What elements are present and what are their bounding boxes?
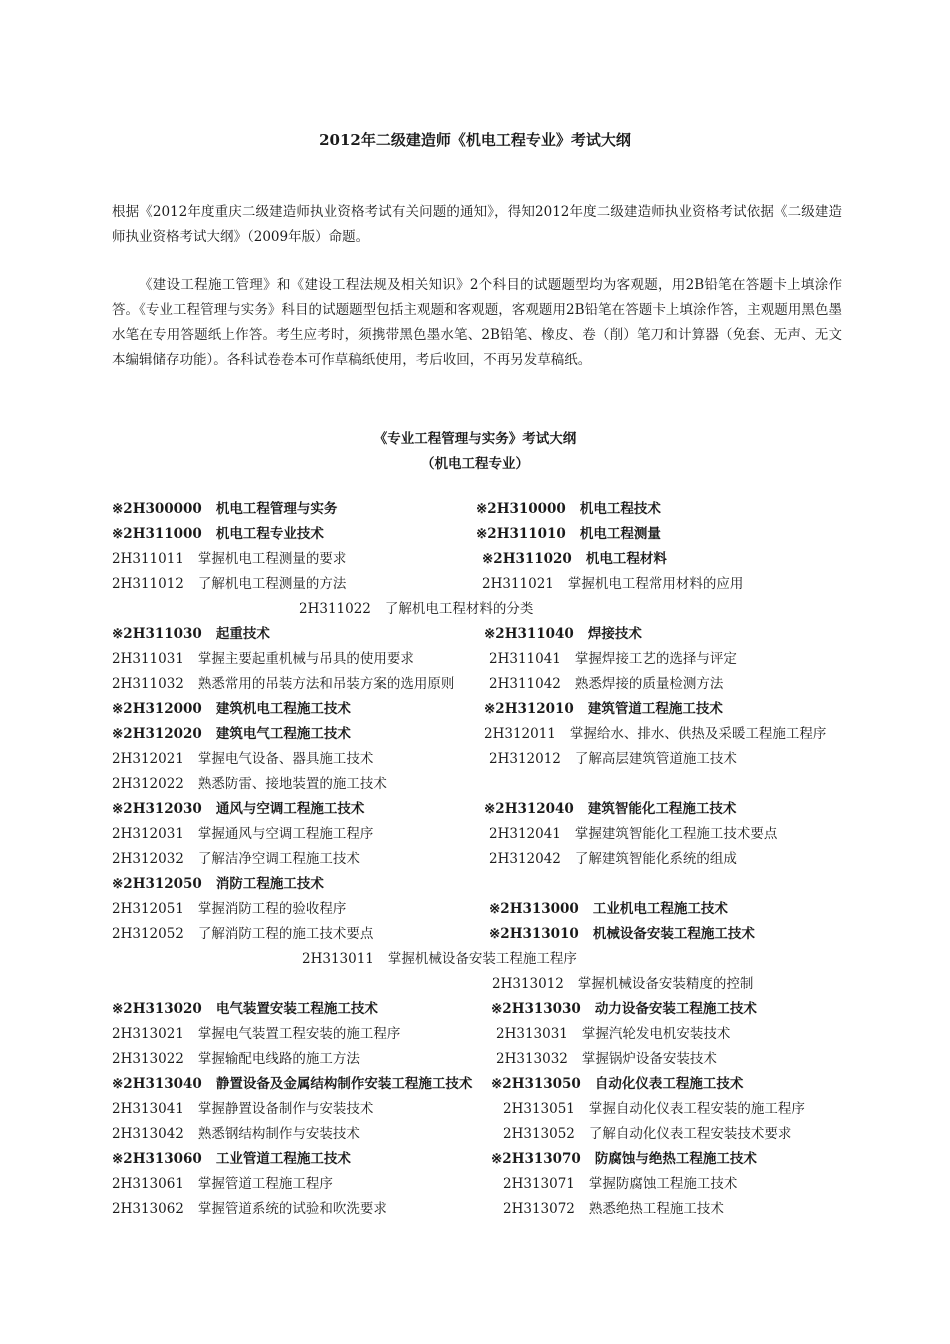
outline-text: 熟悉常用的吊装方法和吊装方案的选用原则 <box>197 676 455 692</box>
outline-code: 2H311031 <box>112 651 184 667</box>
outline-code: 2H313072 <box>503 1201 575 1217</box>
outline-text: 了解机电工程测量的方法 <box>197 576 347 592</box>
outline-heading <box>112 797 364 822</box>
outline-heading <box>476 522 661 547</box>
outline-text: 机械设备安装工程施工技术 <box>592 926 755 942</box>
outline-code: ※2H313030 <box>491 1001 581 1017</box>
outline-text: 掌握电气设备、器具施工技术 <box>197 751 374 767</box>
outline-code: 2H313041 <box>112 1101 184 1117</box>
outline-item <box>489 747 737 772</box>
outline-text: 工业机电工程施工技术 <box>592 901 728 917</box>
outline-heading <box>112 872 324 897</box>
outline-text: 掌握主要起重机械与吊具的使用要求 <box>197 651 414 667</box>
outline-item <box>489 672 723 697</box>
outline-item <box>112 897 346 922</box>
outline-item <box>302 947 577 972</box>
outline-text: 掌握给水、排水、供热及采暖工程施工程序 <box>569 726 827 742</box>
outline-text: 熟悉焊接的质量检测方法 <box>574 676 724 692</box>
outline-code: 2H312042 <box>489 851 561 867</box>
outline-text: 机电工程技术 <box>579 501 661 517</box>
outline-text: 机电工程测量 <box>579 526 661 542</box>
outline-text: 动力设备安装工程施工技术 <box>594 1001 757 1017</box>
outline-text: 了解高层建筑管道施工技术 <box>574 751 737 767</box>
outline-code: 2H312031 <box>112 826 184 842</box>
outline-item <box>482 572 743 597</box>
outline-heading <box>491 997 757 1022</box>
outline-item <box>112 1122 360 1147</box>
outline-item <box>489 847 737 872</box>
outline-code: 2H312051 <box>112 901 184 917</box>
outline-item <box>496 1047 717 1072</box>
outline-code: 2H311042 <box>489 676 561 692</box>
outline-code: ※2H312020 <box>112 726 202 742</box>
outline-heading <box>491 1072 743 1097</box>
outline-text: 静置设备及金属结构制作安装工程施工技术 <box>215 1076 473 1092</box>
outline-item <box>112 672 454 697</box>
outline-code: 2H311022 <box>299 601 371 617</box>
outline-heading <box>484 622 642 647</box>
outline-item <box>112 647 414 672</box>
outline-item <box>112 547 346 572</box>
outline-code: 2H313022 <box>112 1051 184 1067</box>
outline-text: 掌握锅炉设备安装技术 <box>581 1051 717 1067</box>
outline-text: 熟悉防雷、接地装置的施工技术 <box>197 776 387 792</box>
outline-heading <box>489 922 755 947</box>
intro-paragraph: 根据《2012年度重庆二级建造师执业资格考试有关问题的通知》，得知2012年度二级建造师执业资格考试依据《二级建造师执业资格考试大纲》（2009年版）命题。 <box>112 204 842 245</box>
outline-code: ※2H312000 <box>112 701 202 717</box>
outline-code: 2H313011 <box>302 951 374 967</box>
outline-text: 掌握通风与空调工程施工程序 <box>197 826 374 842</box>
outline-code: 2H312052 <box>112 926 184 942</box>
outline-text: 建筑管道工程施工技术 <box>587 701 723 717</box>
outline-text: 机电工程材料 <box>585 551 667 567</box>
outline-code: 2H313031 <box>496 1026 568 1042</box>
outline-code: ※2H313050 <box>491 1076 581 1092</box>
outline-code: ※2H311010 <box>476 526 566 542</box>
outline-text: 掌握静置设备制作与安装技术 <box>197 1101 374 1117</box>
outline-text: 电气装置安装工程施工技术 <box>215 1001 378 1017</box>
outline-code: 2H312011 <box>484 726 556 742</box>
outline-code: ※2H311040 <box>484 626 574 642</box>
outline-code: 2H311012 <box>112 576 184 592</box>
outline-code: ※2H313070 <box>491 1151 581 1167</box>
outline-text: 掌握管道工程施工程序 <box>197 1176 333 1192</box>
outline-item <box>503 1097 805 1122</box>
outline-item <box>112 1022 400 1047</box>
outline-code: ※2H313040 <box>112 1076 202 1092</box>
outline-item <box>112 1047 360 1072</box>
outline-text: 掌握机电工程常用材料的应用 <box>567 576 744 592</box>
outline-heading <box>112 622 270 647</box>
document-title: 2012年二级建造师《机电工程专业》考试大纲 <box>319 131 631 149</box>
outline-code: 2H313052 <box>503 1126 575 1142</box>
outline-code: 2H312032 <box>112 851 184 867</box>
outline-code: ※2H313000 <box>489 901 579 917</box>
outline-code: 2H312022 <box>112 776 184 792</box>
outline-text: 机电工程管理与实务 <box>215 501 338 517</box>
outline-heading <box>112 1072 472 1097</box>
outline-text: 了解机电工程材料的分类 <box>384 601 534 617</box>
outline-code: ※2H313010 <box>489 926 579 942</box>
outline-heading <box>112 697 351 722</box>
outline-item <box>299 597 533 622</box>
outline-text: 工业管道工程施工技术 <box>215 1151 351 1167</box>
outline-code: 2H311011 <box>112 551 184 567</box>
outline-heading <box>476 497 661 522</box>
outline-text: 消防工程施工技术 <box>215 876 324 892</box>
outline-text: 掌握建筑智能化工程施工技术要点 <box>574 826 778 842</box>
outline-text: 建筑机电工程施工技术 <box>215 701 351 717</box>
outline-subtitle: （机电工程专业） <box>421 456 529 472</box>
outline-heading <box>112 997 378 1022</box>
outline-item <box>112 747 373 772</box>
outline-text: 建筑智能化工程施工技术 <box>587 801 737 817</box>
outline-heading <box>484 697 723 722</box>
outline-code: 2H313021 <box>112 1026 184 1042</box>
outline-text: 掌握汽轮发电机安装技术 <box>581 1026 731 1042</box>
outline-code: 2H313051 <box>503 1101 575 1117</box>
outline-code: ※2H313060 <box>112 1151 202 1167</box>
outline-text: 了解建筑智能化系统的组成 <box>574 851 737 867</box>
outline-heading <box>484 797 736 822</box>
outline-text: 机电工程专业技术 <box>215 526 324 542</box>
outline-text: 通风与空调工程施工技术 <box>215 801 365 817</box>
outline-code: ※2H313020 <box>112 1001 202 1017</box>
exam-rules-paragraph: 《建设工程施工管理》和《建设工程法规及相关知识》2个科目的试题题型均为客观题，用2B铅笔在答题卡上填涂作答。《专业工程管理与实务》科目的试题题型包括主观题和客观题，客观题用2B铅笔在答题卡上填涂作答，主观题用黑色墨水笔在专用答题纸上作答。考生应考时，须携带黑色墨水笔、2B铅笔、橡皮、卷（削）笔刀和计算器（免套、无声、无文本编辑储存功能）。各科试卷卷本可作草稿纸使用，考后收回，不再另发草稿纸。 <box>112 277 842 368</box>
outline-text: 自动化仪表工程施工技术 <box>594 1076 744 1092</box>
outline-item <box>484 722 826 747</box>
outline-code: 2H312041 <box>489 826 561 842</box>
outline-code: 2H311021 <box>482 576 554 592</box>
outline-item <box>492 972 753 997</box>
outline-text: 了解洁净空调工程施工技术 <box>197 851 360 867</box>
outline-heading <box>112 722 351 747</box>
outline-text: 掌握电气装置工程安装的施工程序 <box>197 1026 401 1042</box>
outline-code: ※2H300000 <box>112 501 202 517</box>
outline-item <box>112 1172 333 1197</box>
outline-item <box>112 772 387 797</box>
outline-text: 掌握输配电线路的施工方法 <box>197 1051 360 1067</box>
outline-item <box>112 572 346 597</box>
outline-text: 掌握防腐蚀工程施工技术 <box>588 1176 738 1192</box>
outline-text: 起重技术 <box>215 626 270 642</box>
outline-item <box>503 1172 737 1197</box>
outline-heading <box>482 547 667 572</box>
outline-text: 了解自动化仪表工程安装技术要求 <box>588 1126 792 1142</box>
outline-item <box>112 1197 387 1222</box>
outline-text: 掌握机电工程测量的要求 <box>197 551 347 567</box>
outline-title: 《专业工程管理与实务》考试大纲 <box>373 431 577 447</box>
outline-item <box>503 1197 724 1222</box>
outline-item <box>489 822 777 847</box>
outline-item <box>112 1097 373 1122</box>
outline-text: 掌握管道系统的试验和吹洗要求 <box>197 1201 387 1217</box>
outline-code: 2H313071 <box>503 1176 575 1192</box>
outline-code: ※2H311030 <box>112 626 202 642</box>
outline-text: 熟悉绝热工程施工技术 <box>588 1201 724 1217</box>
outline-heading <box>489 897 728 922</box>
outline-item <box>112 822 373 847</box>
outline-text: 了解消防工程的施工技术要点 <box>197 926 374 942</box>
outline-text: 掌握机械设备安装精度的控制 <box>577 976 754 992</box>
outline-code: 2H312021 <box>112 751 184 767</box>
outline-code: 2H311032 <box>112 676 184 692</box>
outline-item <box>112 922 373 947</box>
outline-heading <box>491 1147 757 1172</box>
outline-code: 2H313062 <box>112 1201 184 1217</box>
outline-heading <box>112 1147 351 1172</box>
outline-code: ※2H312050 <box>112 876 202 892</box>
outline-text: 掌握消防工程的验收程序 <box>197 901 347 917</box>
outline-text: 掌握自动化仪表工程安装的施工程序 <box>588 1101 805 1117</box>
outline-heading <box>112 522 324 547</box>
outline-item <box>503 1122 791 1147</box>
outline-item <box>489 647 737 672</box>
outline-text: 防腐蚀与绝热工程施工技术 <box>594 1151 757 1167</box>
outline-code: 2H313042 <box>112 1126 184 1142</box>
outline-code: 2H313061 <box>112 1176 184 1192</box>
outline-code: ※2H311020 <box>482 551 572 567</box>
outline-text: 焊接技术 <box>587 626 642 642</box>
outline-text: 熟悉钢结构制作与安装技术 <box>197 1126 360 1142</box>
outline-code: 2H312012 <box>489 751 561 767</box>
outline-code: ※2H312030 <box>112 801 202 817</box>
outline-text: 建筑电气工程施工技术 <box>215 726 351 742</box>
outline-code: ※2H311000 <box>112 526 202 542</box>
outline-code: ※2H312010 <box>484 701 574 717</box>
outline-code: ※2H312040 <box>484 801 574 817</box>
outline-code: 2H311041 <box>489 651 561 667</box>
outline-text: 掌握机械设备安装工程施工程序 <box>387 951 577 967</box>
outline-heading <box>112 497 337 522</box>
outline-code: 2H313032 <box>496 1051 568 1067</box>
outline-code: ※2H310000 <box>476 501 566 517</box>
outline-item <box>496 1022 730 1047</box>
outline-item <box>112 847 360 872</box>
outline-code: 2H313012 <box>492 976 564 992</box>
outline-text: 掌握焊接工艺的选择与评定 <box>574 651 737 667</box>
